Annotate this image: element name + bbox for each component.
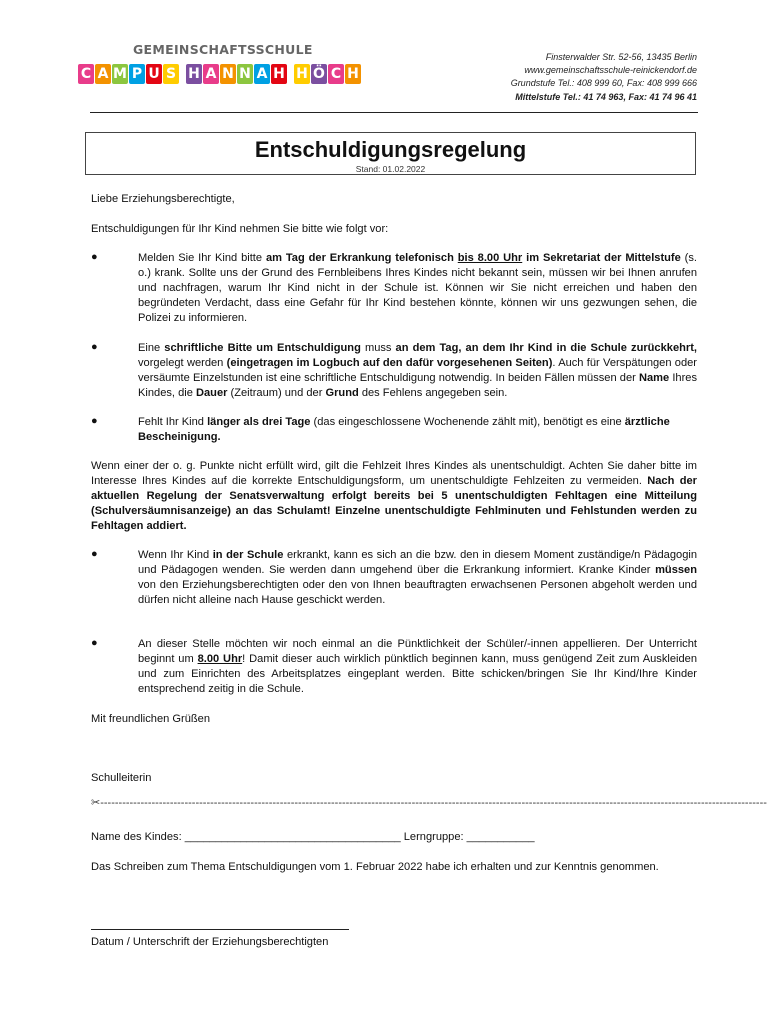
child-name-field: Name des Kindes: ___________________________________ Lerngruppe: ___________ bbox=[91, 831, 535, 843]
logo-letter-tile: M bbox=[113, 66, 127, 82]
logo-letter-tile: C bbox=[78, 64, 94, 84]
logo-word-row bbox=[78, 64, 362, 84]
logo-letter-tile: H bbox=[271, 64, 287, 84]
contact-website: www.gemeinschaftsschule-reinickendorf.de bbox=[524, 65, 697, 76]
bullet-4-text bbox=[138, 548, 697, 608]
scissors-icon: ✂ bbox=[91, 797, 101, 809]
b4-b2: müssen bbox=[655, 564, 697, 576]
signature-role: Schulleiterin bbox=[91, 772, 152, 784]
b1-u1: bis 8.00 Uhr bbox=[457, 252, 523, 264]
b2-t6: (Zeitraum) und der bbox=[227, 387, 326, 399]
b5-t2: ! Damit dieser auch wirklich pünktlich beginnen kann, muss genügend Zeit zum Auskleiden und zum Einrichten des Arbeitsplatzes eingeplant werden. Bitte schicken/bringen Sie Ihr Kind/Ihre Kinder entsprechend zeitig in die Schule. bbox=[138, 653, 697, 695]
bullet-1-marker: ● bbox=[91, 251, 98, 263]
b2-t3: vorgelegt werden bbox=[138, 357, 227, 369]
bullet-3-text bbox=[138, 415, 697, 445]
bullet-5-marker: ● bbox=[91, 637, 98, 649]
cut-dashes: -------------------------------------------------------------------------------------------------------------------------------------------------------------------------------------- bbox=[100, 797, 767, 809]
b4-t2: erkrankt, kann es sich an die bzw. den in diesem Moment zuständige/n Pädagogin und Pädagogen wenden. Sie werden dann umgehend über die Erkrankung informiert. Kranke Kinder bbox=[138, 549, 697, 576]
logo-letter-tile: H bbox=[294, 64, 310, 84]
b1-t2: (s. o.) krank. Sollte uns der Grund des Fernbleibens Ihres Kindes nicht bekannt sein, müssen wir bei Ihnen anrufen und nachfragen, warum Ihr Kind nicht in der Schule ist. Können wir Sie nicht erreichen und haben den begründeten Verdacht, dass eine Gefahr für Ihr Kind bestehen könnte, können wir uns gezwungen sehen, die Polizei zu informieren. bbox=[138, 252, 697, 324]
bullet-5-text bbox=[138, 637, 697, 697]
title-box bbox=[85, 132, 696, 175]
logo-top-text: GEMEINSCHAFTSSCHULE bbox=[133, 42, 313, 57]
logo-letter-tile: A bbox=[254, 64, 270, 84]
b2-b3: (eingetragen im Logbuch auf den dafür vorgesehenen Seiten) bbox=[226, 357, 553, 369]
b3-t1: Fehlt Ihr Kind bbox=[138, 416, 208, 428]
b2-t2: muss bbox=[360, 342, 396, 354]
b2-t7: des Fehlens angegeben sein. bbox=[358, 387, 508, 399]
intro: Entschuldigungen für Ihr Kind nehmen Sie bitte wie folgt vor: bbox=[91, 223, 389, 235]
bullet-3-marker: ● bbox=[91, 415, 98, 427]
document-title: Entschuldigungsregelung bbox=[254, 137, 527, 162]
b2-b5: Dauer bbox=[195, 387, 228, 399]
b1-b2: im Sekretariat der Mittelstufe bbox=[522, 252, 681, 264]
logo-letter-tile: H bbox=[345, 64, 361, 84]
b3-b2: ärztliche Bescheinigung. bbox=[138, 416, 670, 443]
signature-line bbox=[91, 929, 349, 930]
logo-letter-tile: H bbox=[186, 64, 202, 84]
bullet-2-text bbox=[138, 341, 697, 401]
para-b1: Nach der aktuellen Regelung der Senatsverwaltung erfolgt bereits bei 5 unentschuldigten Fehltagen eine Mitteilung (Schulversäumnisanzeige) an das Schulamt! Einzelne unentschuldigte Fehlminuten und Fehlstunden werden zu Fehltagen addiert. bbox=[91, 475, 697, 532]
para-t1: Wenn einer der o. g. Punkte nicht erfüllt wird, gilt die Fehlzeit Ihres Kindes als unentschuldigt. Achten Sie daher bitte im Interesse Ihres Kindes auf die korrekte Entschuldigungsform, um unentschuldigte Fehlzeiten zu vermeiden. bbox=[91, 460, 697, 487]
b3-b1: länger als drei Tage bbox=[207, 416, 311, 428]
logo-letter-tile: N bbox=[237, 64, 253, 84]
fehlzeit-paragraph bbox=[91, 459, 697, 534]
b3-t2: (das eingeschlossene Wochenende zählt mit), benötigt es eine bbox=[310, 416, 625, 428]
b1-t1: Melden Sie Ihr Kind bitte bbox=[138, 252, 266, 264]
bullet-2-marker: ● bbox=[91, 341, 98, 353]
b2-b2: an dem Tag, an dem Ihr Kind in die Schule zurückkehrt, bbox=[395, 342, 697, 354]
b2-b4: Name bbox=[638, 372, 670, 384]
b4-b1: in der Schule bbox=[212, 549, 284, 561]
logo-letter-tile: C bbox=[328, 64, 344, 84]
logo-letter-tile: N bbox=[220, 64, 236, 84]
b2-t4: . Auch für Verspätungen oder versäumte Einzelstunden ist eine schriftliche Entschuldigung notwendig. In beiden Fällen müssen der bbox=[138, 357, 698, 384]
logo-letter-tile: A bbox=[203, 64, 219, 84]
b1-b1: am Tag der Erkrankung telefonisch bbox=[265, 252, 458, 264]
b5-t1: An dieser Stelle möchten wir noch einmal an die Pünktlichkeit der Schüler/-innen appellieren. Der Unterricht beginnt um bbox=[138, 638, 697, 665]
cut-line bbox=[91, 796, 767, 809]
b4-t3: von den Erziehungsberechtigten oder den von Ihnen beauftragten erwachsenen Personen abgeholt werden und dürfen nicht alleine nach Hause geschickt werden. bbox=[138, 579, 697, 606]
closing: Mit freundlichen Grüßen bbox=[91, 713, 211, 725]
contact-block bbox=[511, 51, 697, 104]
b2-t1: Eine bbox=[138, 342, 165, 354]
logo-letter-tile: U bbox=[146, 64, 162, 84]
document-date: Stand: 01.02.2022 bbox=[355, 164, 426, 174]
logo-letter-tile: S bbox=[163, 64, 179, 84]
b5-u1: 8.00 Uhr bbox=[197, 653, 243, 665]
b2-b6: Grund bbox=[325, 387, 359, 399]
signature-label: Datum / Unterschrift der Erziehungsberechtigten bbox=[91, 936, 329, 948]
confirmation-text: Das Schreiben zum Thema Entschuldigungen vom 1. Februar 2022 habe ich erhalten und zur Kenntnis genommen. bbox=[91, 861, 659, 873]
greeting: Liebe Erziehungsberechtigte, bbox=[91, 193, 235, 205]
b2-b1: schriftliche Bitte um Entschuldigung bbox=[164, 342, 361, 354]
contact-address: Finsterwalder Str. 52-56, 13435 Berlin bbox=[545, 52, 697, 62]
b4-t1: Wenn Ihr Kind bbox=[138, 549, 213, 561]
header-divider bbox=[90, 112, 698, 113]
logo-letter-tile: P bbox=[129, 64, 145, 84]
logo-letter-tile: Ö bbox=[311, 64, 327, 84]
contact-grundstufe: Grundstufe Tel.: 408 999 60, Fax: 408 999 666 bbox=[510, 78, 697, 89]
bullet-1-text bbox=[138, 251, 697, 326]
contact-mittelstufe: Mittelstufe Tel.: 41 74 963, Fax: 41 74 96 41 bbox=[515, 91, 697, 102]
logo-letter-tile: A bbox=[95, 64, 111, 84]
bullet-4-marker: ● bbox=[91, 548, 98, 560]
school-logo bbox=[78, 40, 388, 90]
b2-t5: Ihres Kindes, die bbox=[138, 372, 698, 399]
